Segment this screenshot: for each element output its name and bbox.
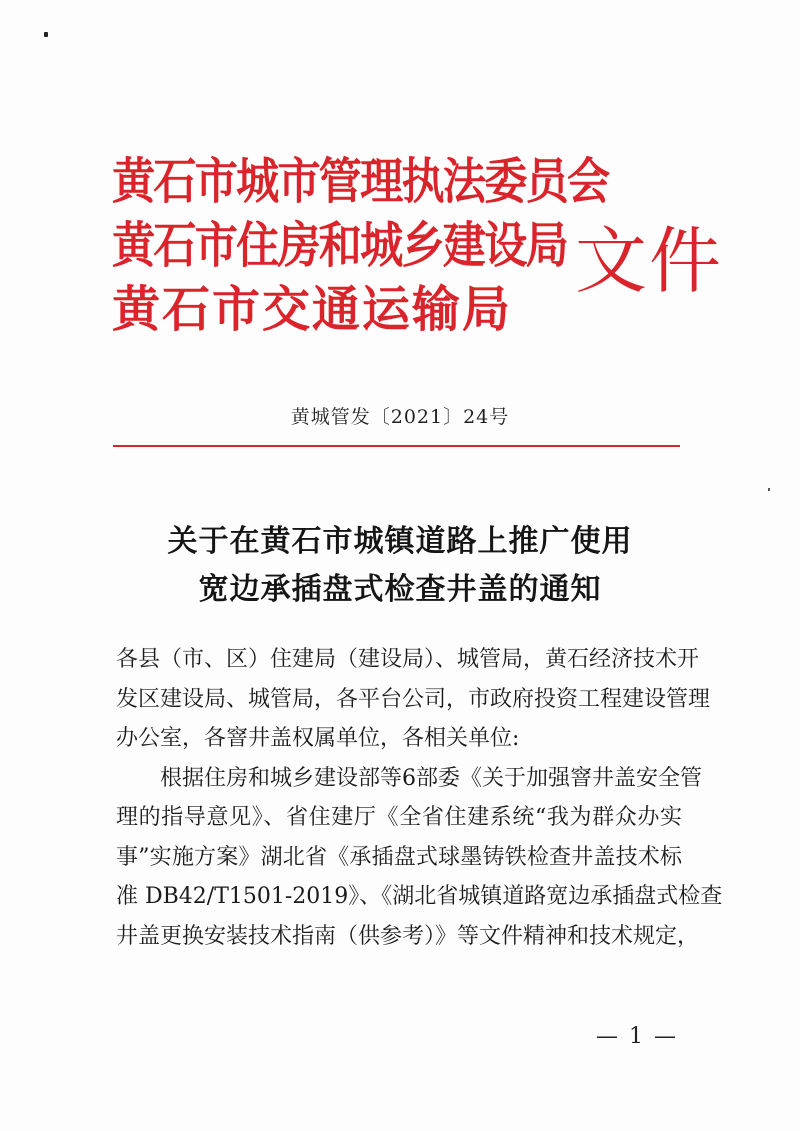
document-label: 文件 bbox=[575, 219, 724, 303]
issuing-authorities bbox=[112, 150, 609, 342]
title-line: 宽边承插盘式检查井盖的通知 bbox=[198, 572, 602, 607]
body-line: 理的指导意见》、省住建厅《全省住建系统“我为群众办实 bbox=[116, 805, 682, 830]
issuer-name: 黄石市城市管理执法委员会 bbox=[112, 153, 609, 210]
title-line: 关于在黄石市城镇道路上推广使用 bbox=[167, 524, 633, 559]
scan-speck bbox=[44, 32, 48, 37]
body-line: 各县（市、区）住建局（建设局）、城管局，黄石经济技术开 bbox=[116, 647, 700, 672]
body-line: 准 DB42/T1501-2019》、《湖北省城镇道路宽边承插盘式检查 bbox=[116, 884, 723, 909]
body-line: 井盖更换安装技术指南（供参考）》等文件精神和技术规定， bbox=[116, 923, 700, 949]
body-line: 办公室，各窨井盖权属单位，各相关单位: bbox=[116, 726, 520, 751]
red-divider bbox=[113, 445, 680, 447]
issuer-name: 黄石市交通运输局 bbox=[112, 281, 512, 338]
body-line: 发区建设局、城管局，各平台公司，市政府投资工程建设管理 bbox=[116, 686, 711, 712]
body-line: 事”实施方案》湖北省《承插盘式球墨铸铁检查井盖技术标 bbox=[116, 844, 682, 870]
page-number: — 1 — bbox=[596, 1024, 678, 1049]
document-number: 黄城管发〔2021〕24号 bbox=[290, 406, 510, 428]
notice-body bbox=[116, 640, 723, 956]
scan-speck bbox=[768, 488, 770, 491]
notice-title bbox=[0, 518, 800, 614]
issuer-name: 黄石市住房和城乡建设局 bbox=[112, 217, 567, 274]
body-line: 根据住房和城乡建设部等6部委《关于加强窨井盖安全管 bbox=[160, 765, 702, 791]
